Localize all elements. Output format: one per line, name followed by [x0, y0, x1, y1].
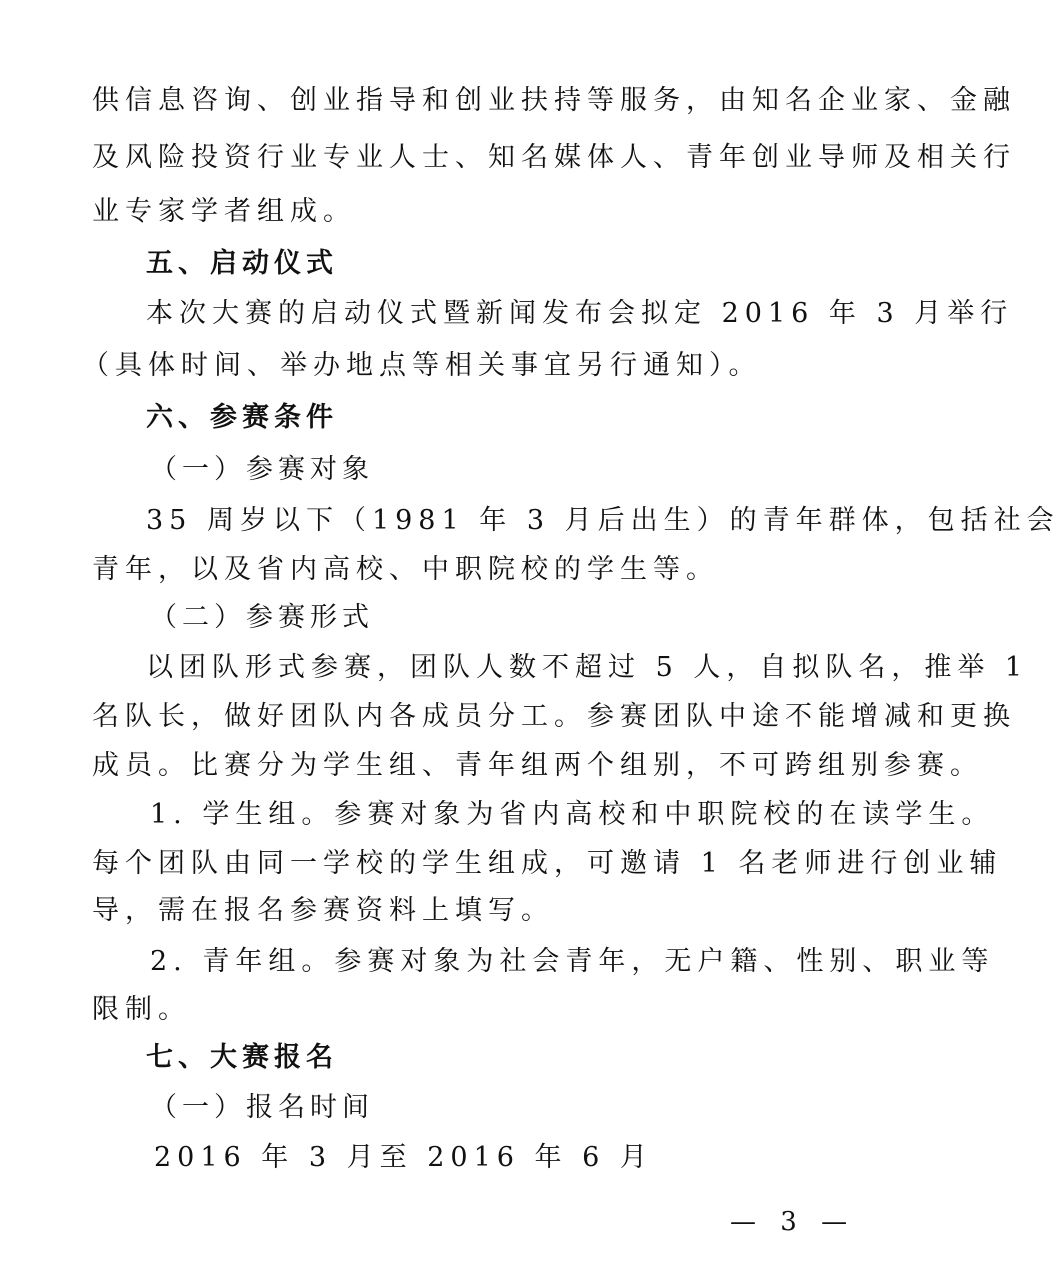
- body-text-line: 成员。比赛分为学生组、青年组两个组别，不可跨组别参赛。: [92, 750, 983, 781]
- sub-heading-participants: （一）参赛对象: [150, 454, 374, 485]
- body-text-line: 2016 年 3 月至 2016 年 6 月: [154, 1142, 653, 1173]
- body-text-line: （具体时间、举办地点等相关事宜另行通知）。: [82, 350, 762, 381]
- body-text-line: 供信息咨询、创业指导和创业扶持等服务，由知名企业家、金融: [92, 85, 1016, 116]
- body-text-line: 本次大赛的启动仪式暨新闻发布会拟定 2016 年 3 月举行: [146, 298, 1014, 329]
- body-text-line: 限制。: [92, 994, 191, 1025]
- body-text-line: 名队长，做好团队内各成员分工。参赛团队中途不能增减和更换: [92, 701, 1016, 732]
- body-text-line: 每个团队由同一学校的学生组成，可邀请 1 名老师进行创业辅: [92, 848, 1003, 879]
- body-text-line: 2. 青年组。参赛对象为社会青年，无户籍、性别、职业等: [150, 946, 995, 977]
- body-text-line: 1. 学生组。参赛对象为省内高校和中职院校的在读学生。: [150, 799, 995, 830]
- body-text-line: 业专家学者组成。: [92, 196, 356, 227]
- body-text-line: 青年，以及省内高校、中职院校的学生等。: [92, 554, 719, 585]
- sub-heading-format: （二）参赛形式: [150, 602, 374, 633]
- sub-heading-registration-time: （一）报名时间: [150, 1092, 374, 1123]
- page-number: — 3 —: [730, 1207, 856, 1237]
- section-heading-eligibility: 六、参赛条件: [146, 402, 338, 433]
- body-text-line: 导，需在报名参赛资料上填写。: [92, 895, 554, 926]
- body-text-line: 以团队形式参赛，团队人数不超过 5 人，自拟队名，推举 1: [146, 652, 1029, 683]
- body-text-line: 及风险投资行业专业人士、知名媒体人、青年创业导师及相关行: [92, 142, 1016, 173]
- section-heading-registration: 七、大赛报名: [146, 1042, 338, 1073]
- body-text-line: 35 周岁以下（1981 年 3 月后出生）的青年群体，包括社会: [146, 505, 1060, 536]
- section-heading-launch-ceremony: 五、启动仪式: [146, 248, 338, 279]
